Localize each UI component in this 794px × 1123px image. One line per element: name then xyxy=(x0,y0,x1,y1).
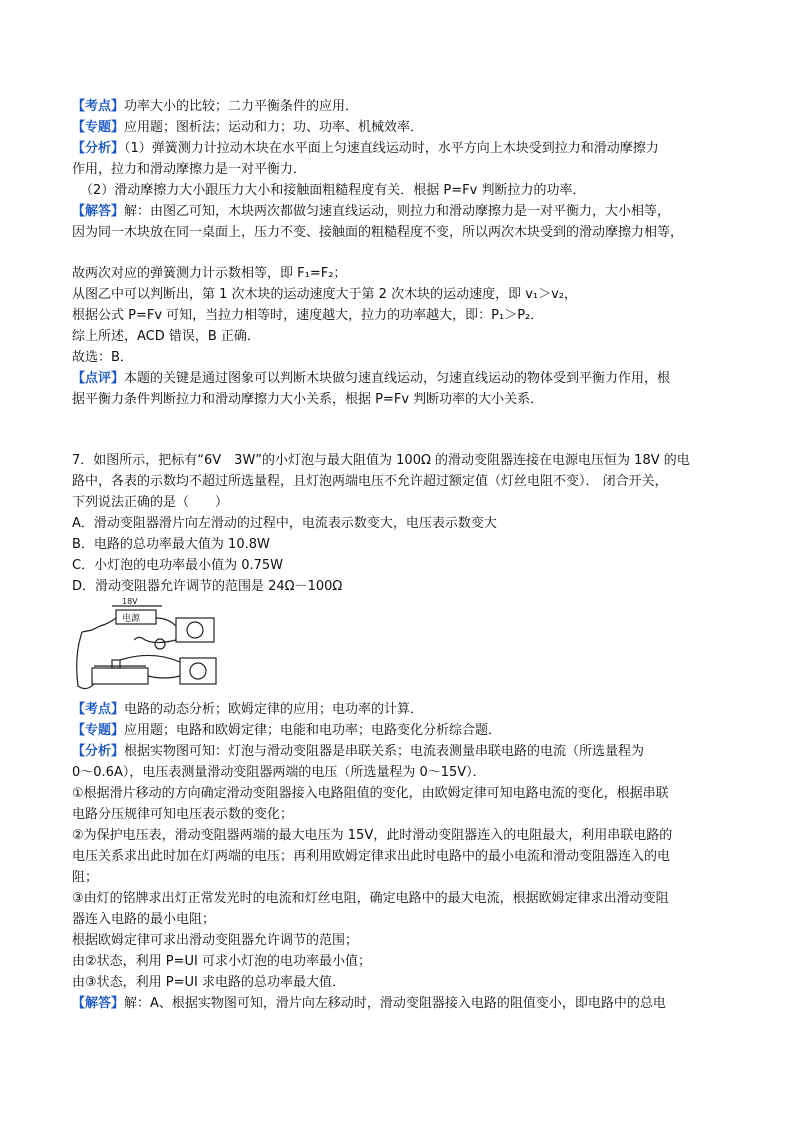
ammeter-dial xyxy=(187,622,203,638)
wire xyxy=(156,618,176,626)
voltage-label: 18V xyxy=(122,597,138,606)
zhuanti-line xyxy=(72,721,501,741)
light-bulb xyxy=(155,639,165,649)
kaodian-text: 电路的动态分析；欧姆定律的应用；电功率的计算． xyxy=(124,702,424,717)
kaodian-text: 功率大小的比较；二力平衡条件的应用． xyxy=(124,99,359,114)
fenxi-text: 电路分压规律可知电压表示数的变化； xyxy=(72,807,294,822)
fenxi-text: 由③状态，利用 P=UI 求电路的总功率最大值． xyxy=(72,975,346,990)
fenxi-text: 根据欧姆定律可求出滑动变阻器允许调节的范围； xyxy=(72,933,359,948)
zhuanti-text: 应用题；电路和欧姆定律；电能和电功率；电路变化分析综合题． xyxy=(124,723,502,738)
jieda-text: 故两次对应的弹簧测力计示数相等，即 F₁=F₂； xyxy=(72,266,347,281)
fenxi-line xyxy=(72,742,644,762)
zhuanti-line xyxy=(72,118,423,138)
jieda-text: 解：由图乙可知，木块两次都做匀速直线运动，则拉力和滑动摩擦力是一对平衡力，大小相等， xyxy=(124,204,671,219)
question-stem: 路中，各表的示数均不超过所选量程，且灯泡两端电压不允许超过额定值（灯丝电阻不变）． 闭合开关， xyxy=(72,474,668,489)
circuit-figure xyxy=(72,596,222,696)
dianping-text: 本题的关键是通过图象可以判断木块做匀速直线运动，匀速直线运动的物体受到平衡力作用，根 xyxy=(124,371,671,386)
switch xyxy=(82,626,100,632)
fenxi-text: （1）弹簧测力计拉动木块在水平面上匀速直线运动时，水平方向上木块受到拉力和滑动摩擦力 xyxy=(124,141,659,156)
zhuanti-tag: 【专题】 xyxy=(72,723,125,738)
fenxi-line xyxy=(72,139,659,159)
jieda-tag: 【解答】 xyxy=(72,204,125,219)
fenxi-text: 阻； xyxy=(72,870,99,885)
source-label: 电源 xyxy=(122,614,141,624)
jieda-line xyxy=(72,202,670,222)
jieda-text: 从图乙中可以判断出，第 1 次木块的运动速度大于第 2 次木块的运动速度，即 v₁＞v₂， xyxy=(72,287,578,302)
fenxi-text: 根据实物图可知：灯泡与滑动变阻器是串联关系；电流表测量串联电路的电流（所选量程为 xyxy=(124,744,645,759)
option-b: B．电路的总功率最大值为 10.8W xyxy=(72,537,270,552)
fenxi-text: ②为保护电压表，滑动变阻器两端的最大电压为 15V，此时滑动变阻器连入的电阻最大，利用串联电路的 xyxy=(72,828,673,843)
jieda-tag: 【解答】 xyxy=(72,996,125,1011)
zhuanti-tag: 【专题】 xyxy=(72,120,125,135)
jieda-text: 因为同一木块放在同一桌面上，压力不变、接触面的粗糙程度不变，所以两次木块受到的滑动摩擦力相等， xyxy=(72,225,684,240)
fenxi-tag: 【分析】 xyxy=(72,141,125,156)
option-c: C．小灯泡的电功率最小值为 0.75W xyxy=(72,558,284,573)
kaodian-line xyxy=(72,700,423,720)
fenxi-text: ③由灯的铭牌求出灯正常发光时的电流和灯丝电阻，确定电路中的最大电流，根据欧姆定律求出滑动变阻 xyxy=(72,891,669,906)
jieda-line xyxy=(72,994,666,1014)
fenxi-text: 作用，拉力和滑动摩擦力是一对平衡力． xyxy=(72,162,307,177)
question-stem: 7．如图所示，把标有“6V 3W”的小灯泡与最大阻值为 100Ω 的滑动变阻器连接在电源电压恒为 18V 的电 xyxy=(72,453,690,468)
fenxi-text: ①根据滑片移动的方向确定滑动变阻器接入电路阻值的变化，由欧姆定律可知电路电流的变化，根据串联 xyxy=(72,786,669,801)
kaodian-tag: 【考点】 xyxy=(72,99,125,114)
fenxi-text: 0～0.6A），电压表测量滑动变阻器两端的电压（所选量程为 0～15V）． xyxy=(72,765,486,780)
dianping-text: 据平衡力条件判断拉力和滑动摩擦力大小关系，根据 P=Fv 判断功率的大小关系． xyxy=(72,392,544,407)
zhuanti-text: 应用题；图析法；运动和力；功、功率、机械效率． xyxy=(124,120,424,135)
voltmeter xyxy=(180,658,216,684)
jieda-text: 解：A、根据实物图可知，滑片向左移动时，滑动变阻器接入电路的阻值变小，即电路中的总电 xyxy=(124,996,666,1011)
wire xyxy=(148,676,180,678)
wire xyxy=(120,655,180,662)
option-a: A．滑动变阻器滑片向左滑动的过程中，电流表示数变大，电压表示数变大 xyxy=(72,516,497,531)
jieda-text: 根据公式 P=Fv 可知，当拉力相等时，速度越大，拉力的功率越大，即：P₁＞P₂． xyxy=(72,308,544,323)
dianping-line xyxy=(72,369,670,389)
option-d: D．滑动变阻器允许调节的范围是 24Ω－100Ω xyxy=(72,579,343,594)
fenxi-tag: 【分析】 xyxy=(72,744,125,759)
voltmeter-dial xyxy=(190,663,206,679)
kaodian-tag: 【考点】 xyxy=(72,702,125,717)
dianping-tag: 【点评】 xyxy=(72,371,125,386)
jieda-text: 故选：B． xyxy=(72,350,133,365)
jieda-text: 综上所述，ACD 错误，B 正确． xyxy=(72,329,260,344)
kaodian-line xyxy=(72,97,358,117)
question-stem: 下列说法正确的是（ ） xyxy=(72,495,229,510)
fenxi-text: 器连入电路的最小电阻； xyxy=(72,912,216,927)
wire xyxy=(100,618,116,626)
fenxi-text: 电压关系求出此时加在灯两端的电压；再利用欧姆定律求出此时电路中的最小电流和滑动变阻器连入的电 xyxy=(72,849,671,864)
fenxi-text: （2）滑动摩擦力大小跟压力大小和接触面粗糙程度有关．根据 P=Fv 判断拉力的功率． xyxy=(80,183,586,198)
rheostat-slider xyxy=(112,660,120,668)
fenxi-text: 由②状态，利用 P=UI 可求小灯泡的电功率最小值； xyxy=(72,954,372,969)
rheostat xyxy=(92,668,148,684)
